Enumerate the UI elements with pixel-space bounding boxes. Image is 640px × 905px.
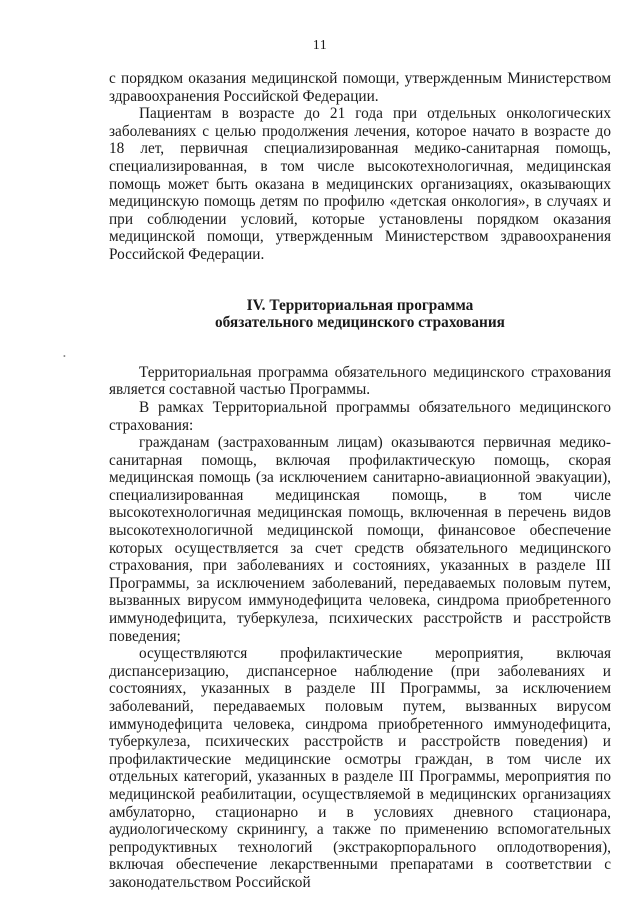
document-body	[109, 70, 611, 892]
scan-speck: •	[63, 352, 66, 361]
page-number: 11	[312, 38, 328, 53]
paragraph-program-part: Территориальная программа обязательного медицинского страхования является составной частью Программы.	[109, 363, 611, 399]
section-heading	[109, 297, 611, 332]
section-title-line2: обязательного медицинского страхования	[215, 314, 505, 332]
section-title-line1: IV. Территориальная программа	[246, 296, 474, 314]
paragraph-continuation: с порядком оказания медицинской помощи, утвержденным Министерством здравоохранения Российской Федерации.	[109, 70, 611, 105]
paragraph-citizens-care: гражданам (застрахованным лицам) оказываются первичная медико-санитарная помощь, включая профилактическую помощь, скорая медицинская помощь (за исключением санитарно-авиационной эвакуации), специализированная медицинская помощь, в том числе высокотехнологичная медицинская помощь, включенная в перечень видов высокотехнологичной медицинской помощи, финансовое обеспечение которых осуществляется за счет средств обязательного медицинского страхования, при заболеваниях и состояниях, указанных в разделе III Программы, за исключением заболеваний, передаваемых половым путем, вызванных вирусом иммунодефицита человека, синдрома приобретенного иммунодефицита, туберкулеза, психических расстройств и расстройств поведения;	[109, 434, 611, 645]
paragraph-preventive-measures: осуществляются профилактические мероприятия, включая диспансеризацию, диспансерное наблюдение (при заболеваниях и состояниях, указанных в разделе III Программы, за исключением заболеваний, передаваемых половым путем, вызванных вирусом иммунодефицита человека, синдрома приобретенного иммунодефицита, туберкулеза, психических расстройств и расстройств поведения) и профилактические медицинские осмотры граждан, в том числе их отдельных категорий, указанных в разделе III Программы, мероприятия по медицинской реабилитации, осуществляемой в медицинских организациях амбулаторно, стационарно и в условиях дневного стационара, аудиологическому скринингу, а также по применению вспомогательных репродуктивных технологий (экстракорпорального оплодотворения), включая обеспечение лекарственными препаратами в соответствии с законодательством Российской	[109, 645, 611, 891]
paragraph-oncology-patients: Пациентам в возрасте до 21 года при отдельных онкологических заболеваниях с целью продолжения лечения, которое начато в возрасте до 18 лет, первичная специализированная медико-санитарная помощь, специализированная, в том числе высокотехнологичная, медицинская помощь может быть оказана в медицинских организациях, оказывающих медицинскую помощь детям по профилю «детская онкология», в случаях и при соблюдении условий, которые установлены порядком оказания медицинской помощи, утвержденным Министерством здравоохранения Российской Федерации.	[109, 105, 611, 263]
paragraph-within-program: В рамках Территориальной программы обязательного медицинского страхования:	[109, 398, 611, 434]
